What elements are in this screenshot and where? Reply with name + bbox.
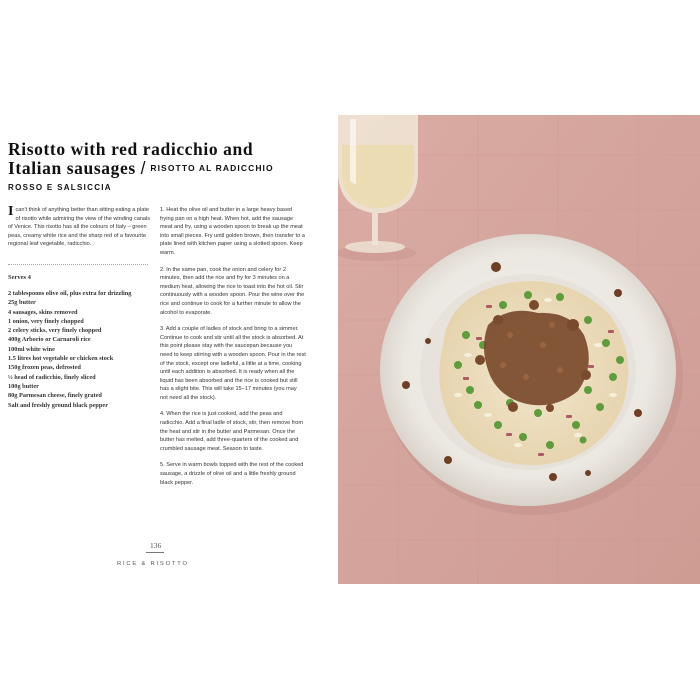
method-steps	[160, 206, 306, 495]
page-number-rule	[146, 552, 164, 553]
ingredient-item: 2 celery sticks, very finely chopped	[8, 327, 102, 335]
ingredient-item: 4 sausages, skins removed	[8, 308, 78, 316]
serves-label: Serves 4	[8, 274, 31, 281]
recipe-title-line1: Risotto with red radicchio and	[8, 139, 254, 159]
ingredient-item: 150g frozen peas, defrosted	[8, 364, 81, 372]
risotto-photo	[338, 115, 700, 584]
method-step-2: 2. In the same pan, cook the onion and celery for 2 minutes, then add the rice and fry for 3 minutes on a medium heat, allowing the rice to toast into the hot oil. Stir continuously with a wooden spoon. Pour the wine over the rice and continue to cook for a further minute to allow the alcohol to evaporate.	[160, 266, 305, 316]
method-step-1: 1. Heat the olive oil and butter in a large heavy based frying pan on a high heat. When hot, add the sausage meat and fry, using a wooden spoon to break up the meat into small pieces. Fry until golden brown, then transfer to a plate lined with kitchen paper using a slotted spoon. Keep warm.	[160, 207, 305, 256]
method-step-5: 5. Serve in warm bowls topped with the rest of the cooked sausage, a drizzle of olive oil and a little freshly ground black pepper.	[160, 462, 304, 486]
ingredient-item: ½ head of radicchio, finely sliced	[8, 373, 96, 381]
intro-text: can't think of anything better than sitting eating a plate of risotto while admiring the view of the winding canals of Venice. This risotto has all the colours of Italy – green peas, creamy white rice and the sharp red of a favourite regional leaf vegetable, radicchio.	[8, 207, 151, 248]
recipe-title	[8, 140, 328, 178]
recipe-title-line2: Italian sausages	[8, 158, 136, 178]
method-step-3: 3. Add a couple of ladles of stock and bring to a simmer. Continue to cook and stir until all the stock is absorbed. At this point please stay with the saucepan because you need to keep stirring with a wooden spoon. Pour in the rest of the stock, except one ladleful, a little at a time, cooking until each addition is absorbed. It is ready when all the liquid has been absorbed and the rice is cooked but still has a slight bite. This will take 15–17 minutes (you may not need all the stock).	[160, 326, 306, 401]
page-number: 136	[150, 541, 162, 550]
title-separator: /	[135, 158, 151, 178]
recipe-intro	[8, 206, 152, 249]
intro-dropcap: I	[8, 204, 14, 219]
ingredient-item: 400g Arborio or Carnaroli rice	[8, 336, 91, 344]
ingredient-item: 25g butter	[8, 299, 36, 307]
dotted-divider	[8, 264, 148, 265]
italian-recipe-name: RISOTTO AL RADICCHIO	[150, 163, 274, 173]
ingredient-item: 2 tablespoons olive oil, plus extra for drizzling	[8, 290, 132, 297]
ingredient-item: 80g Parmesan cheese, finely grated	[8, 392, 102, 400]
ingredient-item: 100ml white wine	[8, 345, 55, 353]
section-footer: RICE & RISOTTO	[117, 561, 189, 567]
ingredient-item: 1.5 litres hot vegetable or chicken stock	[8, 355, 114, 363]
method-step-4: 4. When the rice is just cooked, add the peas and radicchio. Add a final ladle of stock, stir, then remove from the heat and stir in the butter and Parmesan. Once the butter has melted, add three-quarters of the cooked and crumbled sausage meat. Season to taste.	[160, 411, 304, 452]
ingredient-item: Salt and freshly ground black pepper	[8, 401, 109, 409]
ingredient-item: 1 onion, very finely chopped	[8, 317, 84, 325]
recipe-subtitle: ROSSO E SALSICCIA	[8, 183, 112, 192]
ingredient-item: 100g butter	[8, 382, 39, 390]
risotto-photo-image	[338, 115, 700, 584]
ingredient-list	[8, 289, 156, 410]
